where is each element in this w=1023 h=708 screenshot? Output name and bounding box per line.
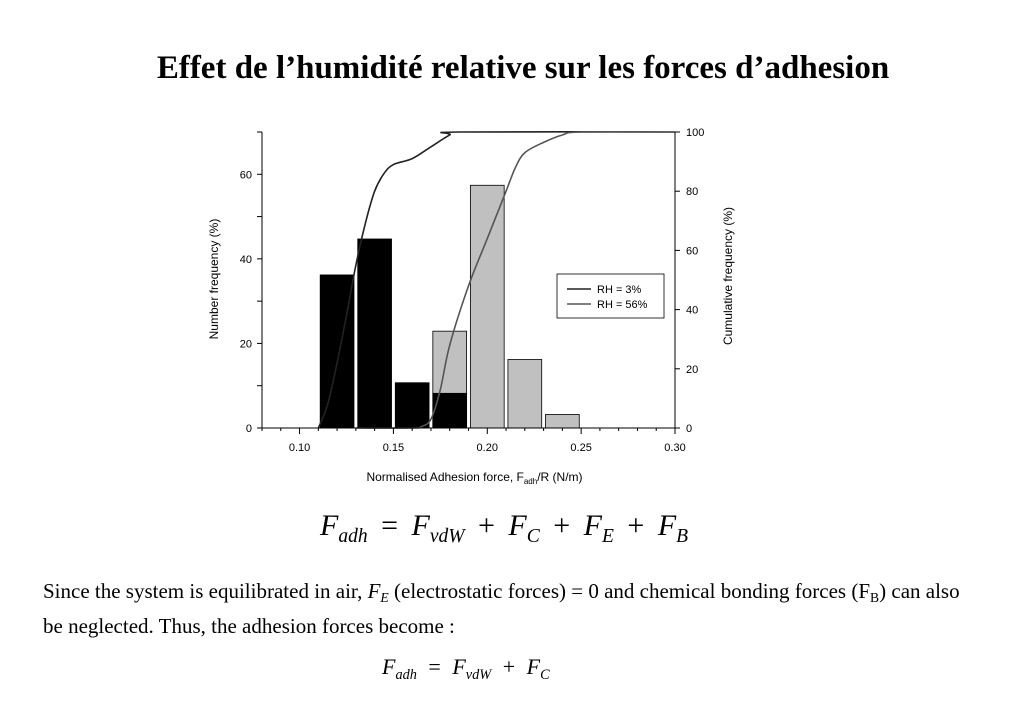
y-left-tick-label: 40	[239, 253, 252, 266]
y-right-tick-label: 80	[686, 186, 699, 199]
bar-rh56-2	[508, 359, 542, 428]
paragraph-part2: (electrostatic forces) = 0 and chemical bonding forces (F	[388, 579, 871, 603]
eq2-lhs: F	[382, 654, 396, 679]
y-right-tick-label: 60	[686, 245, 699, 258]
y-right-tick-label: 100	[686, 127, 705, 139]
legend-label-rh3: RH = 3%	[597, 284, 642, 296]
eq1-lhs: F	[320, 509, 339, 542]
y-left-tick-label: 0	[245, 423, 252, 435]
eq1-term-c-sub: C	[526, 525, 540, 547]
equation-adhesion-sum	[320, 509, 688, 548]
eq2-term-vdw-sub: vdW	[465, 667, 492, 683]
bar-rh3-1	[358, 239, 392, 428]
eq1-lhs-sub: adh	[338, 525, 368, 547]
legend	[557, 274, 664, 318]
bars-layer	[320, 185, 579, 428]
paragraph-part1: Since the system is equilibrated in air,	[43, 579, 368, 603]
legend-label-rh56: RH = 56%	[597, 299, 648, 311]
paragraph-fb-sub: B	[870, 590, 880, 606]
y-right-tick-label: 0	[686, 423, 693, 435]
paragraph-fe-sub: E	[380, 590, 389, 606]
x-tick-label: 0.15	[382, 442, 405, 454]
eq1-term-e-sub: E	[602, 525, 614, 547]
bar-rh56-3	[545, 414, 579, 428]
y-axis-label-left: Number frequency (%)	[207, 218, 221, 340]
eq2-equals: =	[428, 654, 441, 679]
slide-title: Effet de l’humidité relative sur les forces d’adhesion	[156, 50, 890, 86]
bar-rh56-1	[470, 185, 504, 428]
eq2-term-c-sub: C	[540, 667, 550, 683]
bar-rh3-2	[395, 383, 429, 428]
bar-rh3-0	[320, 275, 354, 428]
eq1-term-vdw: F	[411, 509, 430, 542]
paragraph-part3: ) can also be neglected. Thus, the adhesion forces become :	[43, 579, 960, 639]
x-tick-label: 0.10	[288, 442, 311, 454]
eq1-term-b-sub: B	[676, 525, 689, 547]
x-tick-label: 0.25	[570, 442, 592, 454]
eq1-plus: +	[477, 509, 495, 542]
eq2-term-c: F	[526, 654, 541, 679]
eq1-equals: =	[381, 509, 398, 542]
eq1-plus: +	[627, 509, 645, 542]
y-left-tick-label: 20	[239, 338, 252, 351]
equation-adhesion-simplified	[382, 654, 550, 684]
paragraph-fe-symbol: F	[367, 579, 381, 603]
y-right-tick-label: 40	[686, 304, 699, 317]
eq2-plus: +	[502, 654, 516, 679]
eq1-term-e: F	[583, 509, 602, 542]
eq1-term-c: F	[508, 509, 527, 542]
eq2-lhs-sub: adh	[395, 667, 417, 683]
y-axis-label-right: Cumulative frequency (%)	[721, 206, 735, 346]
eq2-term-vdw: F	[452, 654, 466, 679]
eq1-term-vdw-sub: vdW	[429, 525, 465, 547]
explanation-paragraph	[43, 577, 973, 640]
x-tick-label: 0.20	[476, 442, 498, 454]
eq1-term-b: F	[657, 509, 677, 542]
eq1-plus: +	[553, 509, 571, 542]
x-axis-label: Normalised Adhesion force, $F_{adh}/R$ (N/m)	[366, 470, 583, 486]
y-right-tick-label: 20	[686, 363, 699, 376]
legend-box	[557, 274, 664, 318]
y-left-tick-label: 60	[239, 169, 252, 182]
x-tick-label: 0.30	[664, 442, 686, 454]
